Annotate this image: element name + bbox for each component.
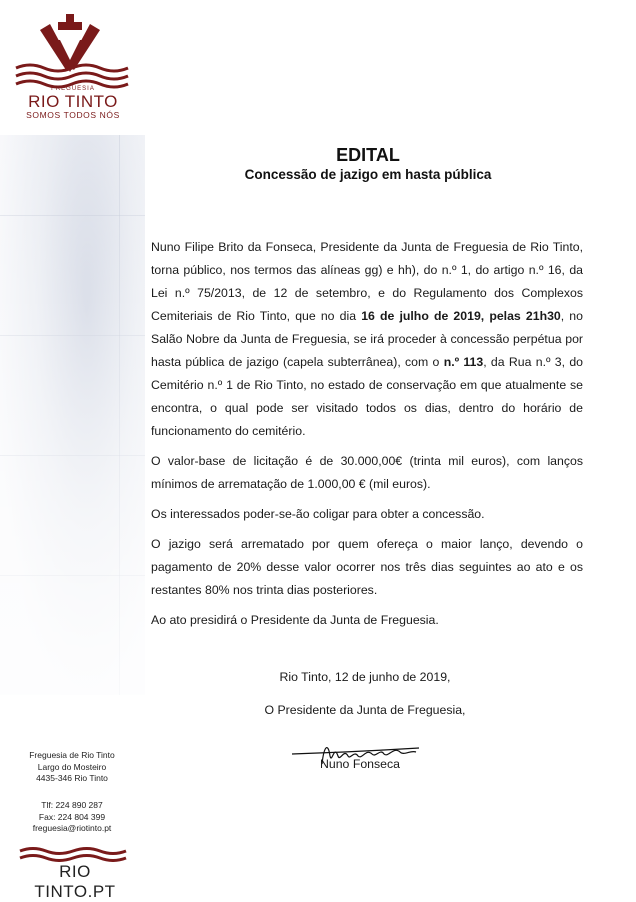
contact-fax: Fax: 224 804 399 bbox=[38, 811, 106, 822]
logo-brand-name: RIO TINTO bbox=[28, 92, 118, 111]
contact-address bbox=[22, 750, 122, 785]
signatory-role: O Presidente da Junta de Freguesia, bbox=[264, 703, 466, 717]
document-body bbox=[151, 236, 583, 639]
body-paragraph bbox=[151, 533, 583, 602]
paragraph-text: , no Salão Nobre da Junta de Freguesia, se irá proceder à concessão perpétua por hasta pública de jazigo (capela subterrânea), com o bbox=[151, 309, 583, 369]
contact-postcode: 4435-346 Rio Tinto bbox=[36, 773, 108, 783]
contact-email[interactable]: freguesia@riotinto.pt bbox=[32, 823, 112, 833]
document-title: EDITAL bbox=[336, 145, 400, 165]
logo-tagline: SOMOS TODOS NÓS bbox=[26, 110, 120, 120]
bold-text: 16 de julho de 2019, pelas 21h30 bbox=[361, 309, 561, 323]
rio-tinto-logo-icon bbox=[10, 10, 130, 90]
contact-name: Freguesia de Rio Tinto bbox=[29, 750, 115, 760]
document-subtitle: Concessão de jazigo em hasta pública bbox=[244, 167, 492, 182]
signature-block bbox=[250, 666, 480, 732]
paragraph-text: Os interessados poder-se-ão coligar para obter a concessão. bbox=[151, 507, 485, 521]
body-paragraph bbox=[151, 450, 583, 496]
body-paragraph bbox=[151, 236, 583, 443]
contact-street: Largo do Mosteiro bbox=[37, 761, 107, 772]
logo-freguesia-label: FREGUESIA bbox=[51, 86, 95, 92]
signatory-name: Nuno Fonseca bbox=[320, 757, 400, 771]
bold-text: n.º 113 bbox=[443, 355, 484, 369]
body-paragraph bbox=[151, 503, 583, 526]
website-label[interactable]: RIO TINTO.PT bbox=[34, 862, 116, 901]
contact-phones bbox=[22, 800, 122, 835]
paragraph-text: Nuno Filipe Brito da Fonseca, Presidente da Junta de Freguesia de Rio Tinto, torna público, nos termos das alíneas gg) e hh), do n.º 1, do artigo n.º 16, da Lei n.º 75/2013, de 12 de setembro, e do Regulamento dos Complexos Cemiteriais de Rio Tinto, que no dia bbox=[151, 240, 583, 323]
paragraph-text: , da Rua n.º 3, do Cemitério n.º 1 de Rio Tinto, no estado de conservação em que atualmente se encontra, o qual pode ser visitado todos os dias, dentro do horário de funcionamento do cemitério. bbox=[151, 355, 583, 438]
contact-phone: Tlf: 224 890 287 bbox=[41, 800, 103, 810]
place-date: Rio Tinto, 12 de junho de 2019, bbox=[279, 670, 451, 684]
paragraph-text: O valor-base de licitação é de 30.000,00€ (trinta mil euros), com lanços mínimos de arrematação de 1.000,00 € (mil euros). bbox=[151, 454, 583, 491]
left-sidebar bbox=[0, 0, 150, 901]
paragraph-text: Ao ato presidirá o Presidente da Junta de Freguesia. bbox=[151, 613, 439, 627]
body-paragraph bbox=[151, 609, 583, 632]
paragraph-text: O jazigo será arrematado por quem ofereça o maior lanço, devendo o pagamento de 20% desse valor ocorrer nos três dias seguintes ao ato e os restantes 80% nos trinta dias posteriores. bbox=[151, 537, 583, 597]
azulejo-tile-background bbox=[0, 135, 145, 695]
